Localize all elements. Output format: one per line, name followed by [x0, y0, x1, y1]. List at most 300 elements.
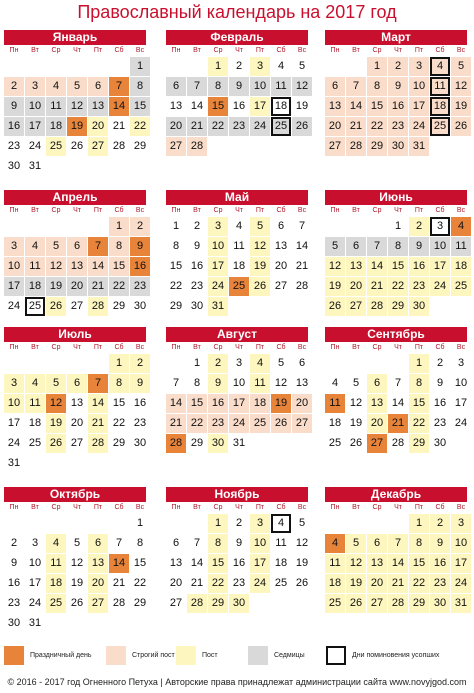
day-cell: 11	[271, 77, 291, 96]
day-cell: 10	[25, 97, 45, 116]
weekday-label: Вс	[135, 47, 145, 54]
empty-cell	[325, 57, 345, 76]
day-cell: 16	[133, 397, 147, 409]
empty-cell	[346, 217, 366, 236]
day-cell: 11	[325, 554, 345, 573]
day-cell: 11	[430, 77, 450, 96]
weekday-label: Вс	[456, 207, 466, 214]
day-cell: 20	[367, 574, 387, 593]
day-cell: 21	[346, 117, 366, 136]
day-cell: 22	[133, 577, 147, 589]
day-cell: 19	[325, 277, 345, 296]
weekday-label: Сб	[435, 207, 445, 214]
day-cell: 2	[4, 77, 24, 96]
weekday-label: Вт	[352, 47, 360, 54]
day-cell: 27	[325, 137, 345, 156]
day-cell: 3	[250, 57, 270, 76]
weekday-label: Ср	[372, 47, 382, 54]
day-cell: 16	[208, 394, 228, 413]
day-grid	[166, 57, 308, 156]
day-cell: 3	[430, 217, 450, 236]
weekday-label: Ср	[213, 504, 223, 511]
day-cell: 30	[190, 300, 204, 312]
day-cell: 17	[208, 257, 228, 276]
weekday-label: Вс	[297, 504, 307, 511]
weekday-label: Чт	[235, 504, 243, 511]
weekday-header	[166, 342, 308, 353]
weekday-label: Вт	[193, 504, 201, 511]
weekday-label: Вт	[193, 344, 201, 351]
day-cell: 22	[367, 117, 387, 136]
day-cell: 23	[130, 277, 150, 296]
day-cell: 6	[88, 77, 108, 96]
weekday-header	[166, 502, 308, 513]
day-cell: 9	[436, 377, 444, 389]
day-cell: 29	[112, 300, 126, 312]
day-cell: 4	[235, 220, 243, 232]
day-cell: 30	[430, 594, 450, 613]
day-cell: 2	[235, 60, 243, 72]
day-cell: 10	[28, 557, 42, 569]
day-cell: 15	[208, 554, 228, 573]
day-cell: 12	[325, 257, 345, 276]
empty-cell	[46, 514, 66, 533]
empty-cell	[25, 354, 45, 373]
day-cell: 28	[112, 597, 126, 609]
legend-strict-fast-swatch	[106, 646, 126, 665]
day-cell: 29	[409, 434, 429, 453]
day-cell: 22	[130, 117, 150, 136]
day-cell: 22	[109, 277, 129, 296]
day-cell: 12	[250, 237, 270, 256]
day-cell: 14	[295, 240, 309, 252]
day-cell: 28	[187, 594, 207, 613]
day-cell: 20	[346, 277, 366, 296]
day-cell: 22	[187, 414, 207, 433]
month-title: Октябрь	[4, 487, 146, 502]
weekday-header	[325, 342, 467, 353]
day-cell: 7	[109, 77, 129, 96]
day-cell: 14	[367, 257, 387, 276]
weekday-label: Пн	[171, 504, 181, 511]
day-cell: 19	[67, 117, 87, 136]
day-cell: 18	[46, 574, 66, 593]
empty-cell	[88, 217, 108, 236]
empty-cell	[346, 57, 366, 76]
day-cell: 16	[409, 257, 429, 276]
day-cell: 6	[166, 77, 186, 96]
day-cell: 14	[109, 554, 129, 573]
day-cell: 13	[67, 257, 87, 276]
weekday-label: Ср	[213, 344, 223, 351]
day-cell: 17	[28, 577, 42, 589]
day-cell: 9	[193, 240, 201, 252]
day-cell: 13	[367, 394, 387, 413]
day-cell: 9	[229, 77, 249, 96]
day-cell: 26	[451, 117, 471, 136]
day-cell: 31	[7, 457, 21, 469]
day-cell: 27	[88, 137, 108, 156]
day-cell: 21	[295, 260, 309, 272]
weekday-label: Ср	[372, 344, 382, 351]
day-cell: 17	[229, 394, 249, 413]
day-cell: 19	[349, 417, 363, 429]
day-cell: 6	[88, 534, 108, 553]
day-cell: 27	[70, 300, 84, 312]
day-cell: 18	[25, 277, 45, 296]
day-cell: 15	[409, 394, 429, 413]
day-cell: 2	[130, 354, 150, 373]
day-cell: 8	[208, 77, 228, 96]
day-cell: 8	[130, 77, 150, 96]
day-cell: 9	[388, 77, 408, 96]
weekday-label: Сб	[276, 504, 286, 511]
empty-cell	[325, 514, 345, 533]
day-cell: 4	[25, 374, 45, 393]
day-cell: 14	[388, 554, 408, 573]
day-cell: 19	[46, 414, 66, 433]
day-cell: 17	[454, 397, 468, 409]
empty-cell	[67, 217, 87, 236]
day-cell: 22	[169, 280, 183, 292]
day-cell: 25	[325, 594, 345, 613]
day-cell: 31	[232, 437, 246, 449]
day-cell: 29	[409, 594, 429, 613]
day-cell: 25	[229, 277, 249, 296]
day-cell: 16	[130, 257, 150, 276]
weekday-label: Пт	[414, 207, 424, 214]
weekday-label: Пн	[330, 504, 340, 511]
weekday-label: Вс	[297, 344, 307, 351]
day-cell: 7	[298, 220, 306, 232]
day-cell: 17	[250, 97, 270, 116]
day-cell: 18	[46, 117, 66, 136]
day-cell: 5	[298, 60, 306, 72]
day-cell: 19	[271, 394, 291, 413]
day-cell: 13	[88, 554, 108, 573]
weekday-header	[325, 45, 467, 56]
day-cell: 9	[130, 374, 150, 393]
weekday-label: Пн	[330, 47, 340, 54]
day-cell: 24	[28, 140, 42, 152]
day-cell: 11	[275, 537, 287, 549]
empty-cell	[88, 57, 108, 76]
day-cell: 17	[250, 554, 270, 573]
month-title: Ноябрь	[166, 487, 308, 502]
day-cell: 6	[172, 537, 180, 549]
weekday-header	[325, 502, 467, 513]
day-cell: 13	[274, 240, 288, 252]
day-cell: 4	[430, 57, 450, 76]
day-cell: 25	[46, 594, 66, 613]
day-cell: 25	[46, 137, 66, 156]
day-cell: 1	[409, 354, 429, 373]
day-cell: 10	[409, 77, 429, 96]
day-cell: 21	[112, 577, 126, 589]
weekday-label: Вс	[456, 47, 466, 54]
weekday-label: Пт	[414, 504, 424, 511]
day-cell: 9	[4, 97, 24, 116]
day-cell: 15	[388, 257, 408, 276]
day-cell: 12	[67, 97, 87, 116]
day-cell: 26	[250, 277, 270, 296]
day-cell: 17	[409, 97, 429, 116]
weekday-label: Сб	[114, 47, 124, 54]
empty-cell	[4, 217, 24, 236]
legend-memorial-swatch	[326, 646, 346, 665]
day-cell: 22	[112, 417, 126, 429]
weekday-label: Пн	[9, 344, 19, 351]
day-cell: 24	[7, 437, 21, 449]
day-cell: 4	[46, 77, 66, 96]
weekday-label: Сб	[435, 47, 445, 54]
day-cell: 23	[7, 597, 21, 609]
day-cell: 19	[451, 97, 471, 116]
day-cell: 10	[4, 257, 24, 276]
day-cell: 26	[271, 414, 291, 433]
day-cell: 5	[451, 57, 471, 76]
day-cell: 6	[367, 534, 387, 553]
day-cell: 28	[388, 594, 408, 613]
day-cell: 25	[274, 577, 288, 589]
day-cell: 31	[451, 594, 471, 613]
day-cell: 30	[388, 137, 408, 156]
day-cell: 27	[292, 414, 312, 433]
weekday-label: Вт	[31, 207, 39, 214]
day-cell: 16	[232, 100, 246, 112]
day-cell: 3	[451, 514, 471, 533]
day-cell: 5	[325, 237, 345, 256]
day-cell: 7	[346, 77, 366, 96]
day-cell: 24	[250, 574, 270, 593]
day-cell: 16	[190, 260, 204, 272]
weekday-label: Чт	[394, 504, 402, 511]
day-cell: 7	[88, 237, 108, 256]
legend-holiday-swatch	[4, 646, 24, 665]
day-cell: 9	[10, 557, 18, 569]
day-cell: 31	[28, 160, 42, 172]
day-cell: 17	[451, 554, 471, 573]
day-cell: 6	[298, 357, 306, 369]
day-cell: 21	[112, 120, 126, 132]
day-cell: 21	[367, 277, 387, 296]
day-cell: 30	[7, 160, 21, 172]
day-cell: 18	[232, 260, 246, 272]
month-block	[166, 30, 308, 156]
day-cell: 29	[112, 437, 126, 449]
weekday-label: Ср	[51, 504, 61, 511]
weekday-label: Пн	[9, 504, 19, 511]
day-cell: 1	[409, 514, 429, 533]
day-grid	[325, 217, 467, 316]
day-cell: 7	[394, 377, 402, 389]
day-cell: 18	[250, 394, 270, 413]
day-cell: 1	[367, 57, 387, 76]
day-cell: 30	[133, 300, 147, 312]
weekday-label: Сб	[114, 504, 124, 511]
empty-cell	[88, 354, 108, 373]
weekday-label: Вт	[31, 344, 39, 351]
empty-cell	[25, 217, 45, 236]
weekday-label: Вс	[297, 47, 307, 54]
day-cell: 12	[451, 77, 471, 96]
day-cell: 28	[295, 280, 309, 292]
day-cell: 24	[451, 574, 471, 593]
day-cell: 18	[325, 574, 345, 593]
day-cell: 24	[250, 117, 270, 136]
empty-cell	[325, 354, 345, 373]
day-cell: 23	[190, 280, 204, 292]
day-cell: 5	[46, 237, 66, 256]
legend-memorial-label: Дни поминовения усопших	[352, 652, 440, 659]
day-cell: 4	[451, 217, 471, 236]
weekday-label: Сб	[276, 47, 286, 54]
day-cell: 26	[346, 594, 366, 613]
weekday-label: Пн	[171, 344, 181, 351]
weekday-label: Пт	[93, 207, 103, 214]
day-cell: 25	[430, 117, 450, 136]
legend-fast-free-week	[248, 646, 305, 665]
weekday-label: Вс	[135, 344, 145, 351]
day-grid	[325, 354, 467, 453]
day-cell: 24	[229, 414, 249, 433]
day-cell: 28	[112, 140, 126, 152]
day-cell: 11	[233, 240, 245, 252]
day-cell: 13	[346, 257, 366, 276]
weekday-label: Пт	[414, 344, 424, 351]
day-cell: 7	[172, 377, 180, 389]
day-cell: 4	[25, 237, 45, 256]
day-cell: 10	[250, 77, 270, 96]
day-cell: 19	[346, 574, 366, 593]
day-cell: 14	[391, 397, 405, 409]
legend-strict-fast	[106, 646, 175, 665]
day-cell: 4	[271, 514, 291, 533]
weekday-label: Пн	[9, 207, 19, 214]
day-cell: 10	[232, 377, 246, 389]
day-cell: 28	[88, 297, 108, 316]
day-cell: 28	[166, 434, 186, 453]
day-cell: 25	[250, 414, 270, 433]
day-cell: 26	[292, 117, 312, 136]
day-cell: 9	[430, 534, 450, 553]
day-cell: 21	[88, 277, 108, 296]
weekday-header	[166, 205, 308, 216]
weekday-label: Пт	[255, 344, 265, 351]
weekday-label: Вт	[31, 47, 39, 54]
day-cell: 24	[7, 300, 21, 312]
weekday-label: Вт	[193, 47, 201, 54]
weekday-label: Вс	[135, 207, 145, 214]
day-cell: 29	[190, 437, 204, 449]
day-cell: 8	[388, 237, 408, 256]
day-cell: 14	[166, 394, 186, 413]
day-cell: 7	[187, 77, 207, 96]
day-cell: 18	[28, 417, 42, 429]
day-cell: 24	[208, 277, 228, 296]
day-cell: 9	[235, 537, 243, 549]
day-cell: 9	[409, 237, 429, 256]
month-block	[4, 487, 146, 633]
weekday-label: Чт	[394, 47, 402, 54]
weekday-label: Сб	[276, 344, 286, 351]
weekday-label: Ср	[51, 207, 61, 214]
day-cell: 6	[277, 220, 285, 232]
weekday-label: Пт	[255, 504, 265, 511]
day-cell: 5	[73, 537, 81, 549]
day-cell: 5	[298, 517, 306, 529]
weekday-label: Чт	[235, 207, 243, 214]
empty-cell	[109, 514, 129, 533]
weekday-label: Пн	[171, 207, 181, 214]
day-cell: 18	[451, 257, 471, 276]
day-cell: 10	[451, 534, 471, 553]
day-cell: 12	[46, 394, 66, 413]
day-cell: 27	[367, 594, 387, 613]
weekday-label: Вс	[456, 504, 466, 511]
day-cell: 11	[25, 394, 45, 413]
day-cell: 26	[46, 434, 66, 453]
weekday-label: Пт	[255, 207, 265, 214]
day-cell: 14	[346, 97, 366, 116]
day-cell: 23	[7, 140, 21, 152]
day-cell: 25	[451, 277, 471, 296]
day-cell: 5	[46, 374, 66, 393]
weekday-label: Вт	[352, 207, 360, 214]
day-cell: 11	[25, 257, 45, 276]
weekday-label: Чт	[73, 504, 81, 511]
empty-cell	[346, 354, 366, 373]
day-cell: 2	[388, 57, 408, 76]
day-cell: 13	[88, 97, 108, 116]
day-cell: 3	[457, 357, 465, 369]
weekday-header	[4, 342, 146, 353]
day-cell: 15	[169, 260, 183, 272]
day-cell: 4	[46, 534, 66, 553]
day-cell: 3	[409, 57, 429, 76]
day-cell: 14	[88, 394, 108, 413]
day-cell: 16	[7, 577, 21, 589]
page-title: Православный календарь на 2017 год	[77, 2, 397, 22]
day-cell: 16	[4, 117, 24, 136]
weekday-label: Вт	[31, 504, 39, 511]
month-title: Апрель	[4, 190, 146, 205]
day-cell: 4	[331, 377, 339, 389]
day-cell: 11	[250, 374, 270, 393]
day-cell: 28	[88, 434, 108, 453]
day-grid	[4, 514, 146, 633]
day-cell: 24	[28, 597, 42, 609]
day-cell: 1	[208, 514, 228, 533]
day-cell: 20	[70, 417, 84, 429]
day-cell: 15	[187, 394, 207, 413]
day-cell: 18	[271, 97, 291, 116]
day-cell: 3	[4, 237, 24, 256]
empty-cell	[46, 354, 66, 373]
day-cell: 6	[325, 77, 345, 96]
day-cell: 1	[109, 354, 129, 373]
day-grid	[325, 514, 467, 613]
weekday-label: Ср	[51, 344, 61, 351]
day-cell: 23	[430, 574, 450, 593]
day-cell: 22	[208, 574, 228, 593]
weekday-label: Сб	[114, 207, 124, 214]
weekday-label: Ср	[213, 47, 223, 54]
weekday-label: Вт	[193, 207, 201, 214]
day-cell: 20	[292, 394, 312, 413]
day-cell: 23	[433, 417, 447, 429]
day-cell: 28	[187, 137, 207, 156]
